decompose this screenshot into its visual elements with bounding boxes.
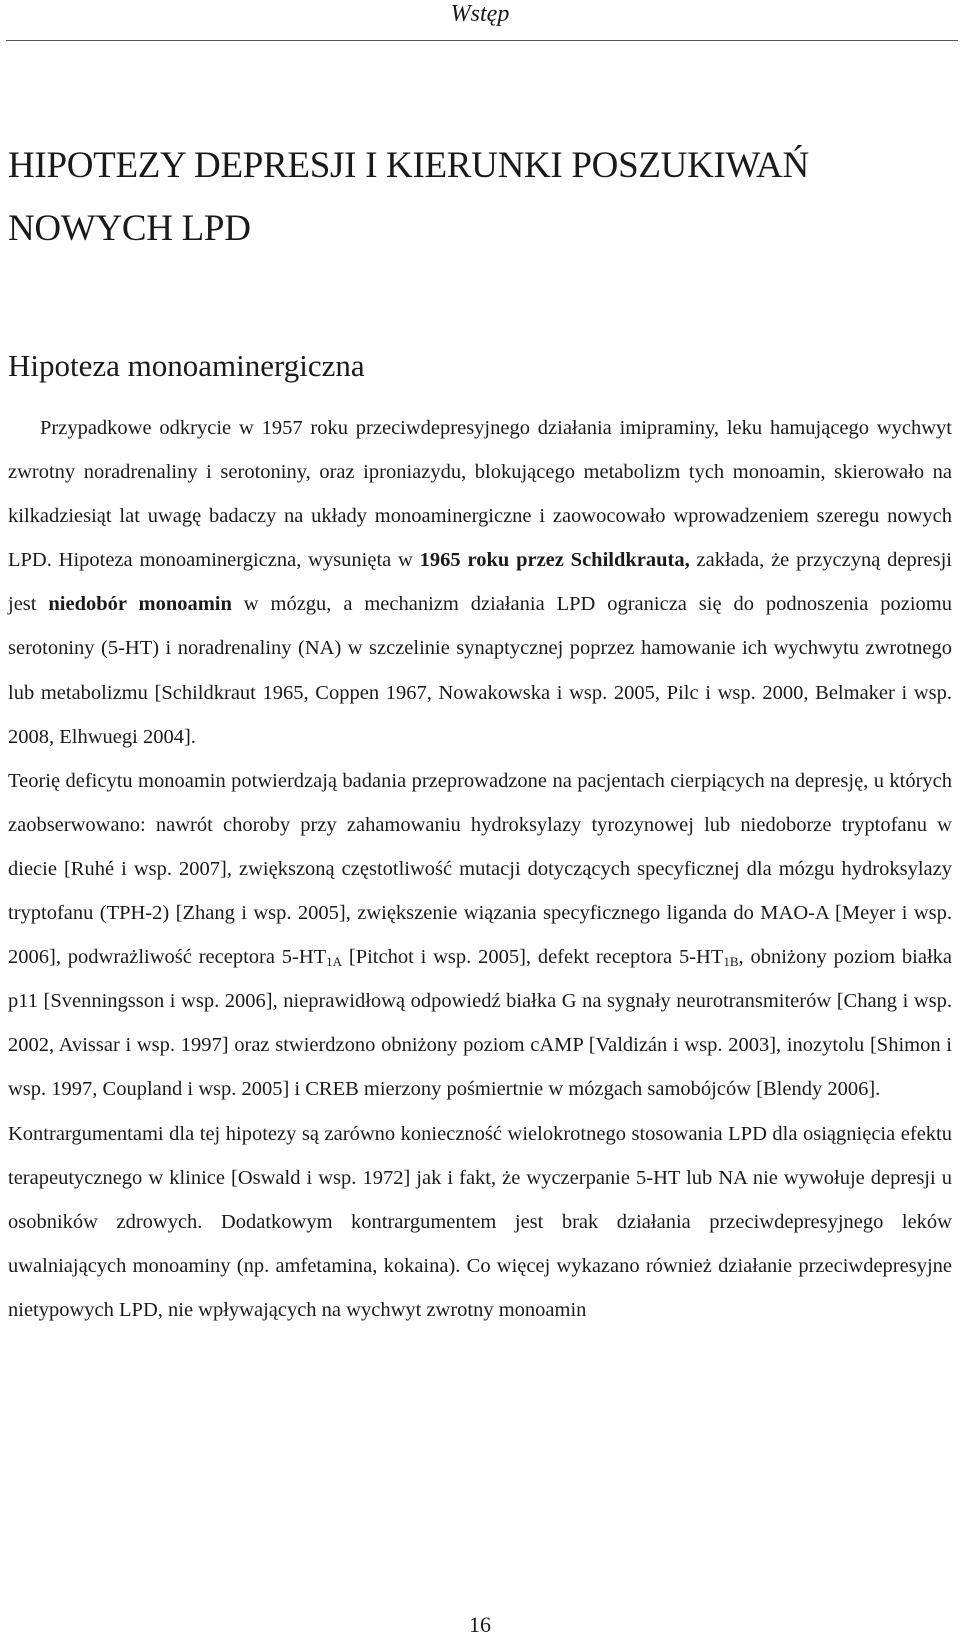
paragraph-2-text-c: , obniżony poziom białka p11 [Svenningsson i wsp. 2006], nieprawidłową odpowiedź białka G na sygnały neurotransmiterów [Chang i wsp. 2002, Avissar i wsp. 1997] oraz stwierdzono obniżony poziom cAMP [Valdizán i wsp. 2003], inozytolu [Shimon i wsp. 1997, Coupland i wsp. 2005] i CREB mierzony pośmiertnie w mózgach samobójców [Blendy 2006]. xyxy=(8,946,953,1101)
paragraph-1-text-b: zakłada, że przyczyną depresji jest xyxy=(8,549,952,616)
running-header: Wstęp xyxy=(450,1,510,27)
chapter-title-line2: NOWYCH LPD xyxy=(8,208,251,249)
paragraph-1-bold-a: 1965 roku przez Schildkrauta, xyxy=(419,549,690,572)
paragraph-2-sub-b: 1B xyxy=(723,954,739,970)
header-rule xyxy=(6,40,958,41)
paragraph-1-text-a: Przypadkowe odkrycie w 1957 roku przeciwdepresyjnego działania imipraminy, leku hamującego wychwyt zwrotny noradrenaliny i serotoniny, oraz iproniazydu, blokującego metabolizm tych monoamin, skierowało na kilkadziesiąt lat uwagę badaczy na układy monoaminergiczne i zaowocowało wprowadzeniem szeregu nowych LPD. Hipoteza monoaminergiczna, wysunięta w xyxy=(8,417,952,572)
paragraph-1-text-c: w mózgu, a mechanizm działania LPD ogranicza się do podnoszenia poziomu serotoniny (5-HT) i noradrenaliny (NA) w szczelinie synaptycznej poprzez hamowanie ich wychwytu zwrotnego lub metabolizmu [Schildkraut 1965, Coppen 1967, Nowakowska i wsp. 2005, Pilc i wsp. 2000, Belmaker i wsp. 2008, Elhwuegi 2004]. xyxy=(8,593,952,748)
chapter-title-line1: HIPOTEZY DEPRESJI I KIERUNKI POSZUKIWAŃ xyxy=(8,145,809,186)
chapter-title xyxy=(8,134,948,260)
section-title: Hipoteza monoaminergiczna xyxy=(8,348,365,383)
paragraph-1 xyxy=(8,406,952,759)
body-text xyxy=(8,406,952,1332)
paragraph-2-sub-a: 1A xyxy=(326,954,343,970)
paragraph-2-text-a: Teorię deficytu monoamin potwierdzają badania przeprowadzone na pacjentach cierpiących na depresję, u których zaobserwowano: nawrót choroby przy zahamowaniu hydroksylazy tyrozynowej lub niedoborze tryptofanu w diecie [Ruhé i wsp. 2007], zwiększoną częstotliwość mutacji dotyczących specyficznej dla mózgu hydroksylazy tryptofanu (TPH-2) [Zhang i wsp. 2005], zwiększenie wiązania specyficznego liganda do MAO-A [Meyer i wsp. 2006], podwrażliwość receptora 5-HT xyxy=(8,769,952,969)
page-number: 16 xyxy=(469,1612,491,1637)
paragraph-3-text: Kontrargumentami dla tej hipotezy są zarówno konieczność wielokrotnego stosowania LPD dla osiągnięcia efektu terapeutycznego w klinice [Oswald i wsp. 1972] jak i fakt, że wyczerpanie 5-HT lub NA nie wywołuje depresji u osobników zdrowych. Dodatkowym kontrargumentem jest brak działania przeciwdepresyjnego leków uwalniających monoaminy (np. amfetamina, kokaina). Co więcej wykazano również działanie przeciwdepresyjne nietypowych LPD, nie wpływających na wychwyt zwrotny monoamin xyxy=(8,1122,952,1321)
paragraph-2 xyxy=(8,759,952,1112)
paragraph-3 xyxy=(8,1112,952,1332)
paragraph-1-bold-b: niedobór monoamin xyxy=(48,593,232,616)
paragraph-2-text-b: [Pitchot i wsp. 2005], defekt receptora 5-HT xyxy=(342,946,724,969)
